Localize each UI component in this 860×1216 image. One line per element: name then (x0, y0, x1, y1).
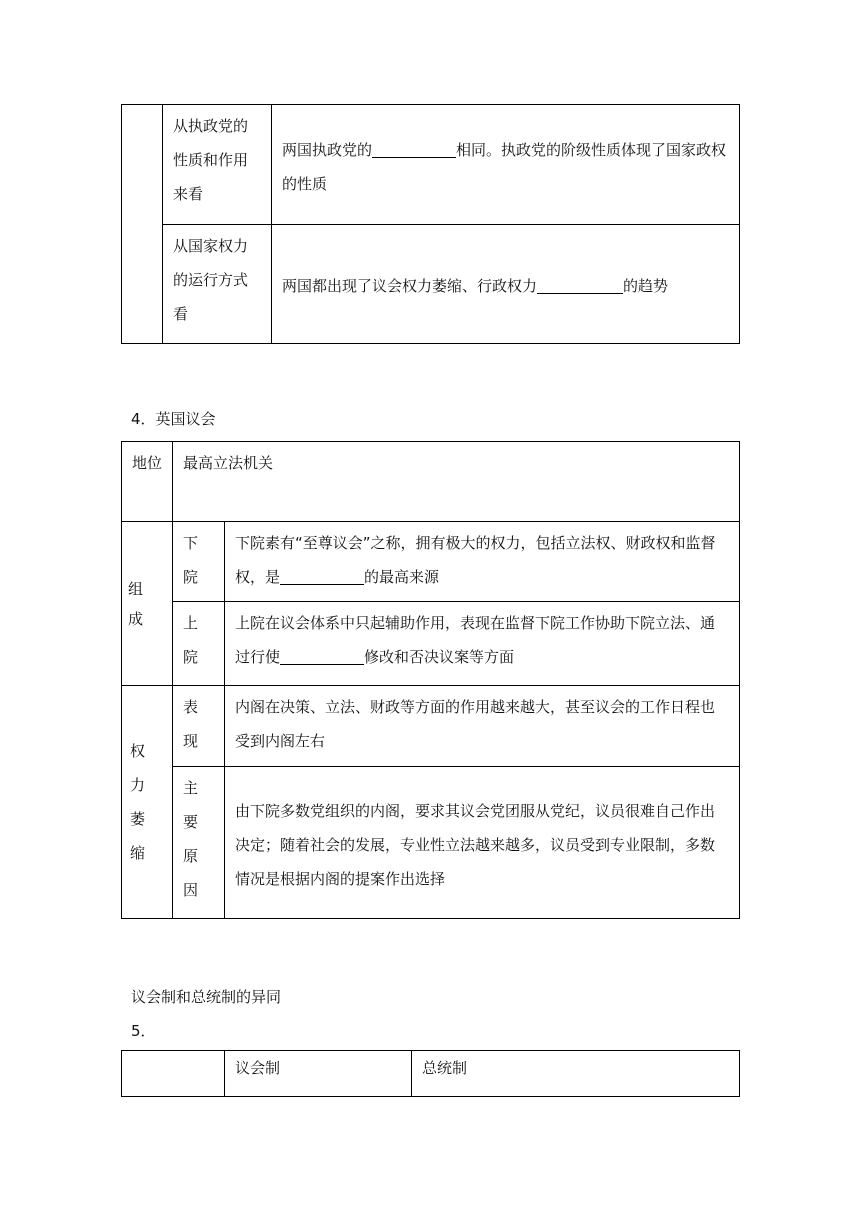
presidential-header: 总统制 (412, 1051, 740, 1097)
manifestation-text: 内阁在决策、立法、财政等方面的作用越来越大，甚至议会的工作日程也受到内阁左右 (225, 686, 740, 767)
section-5-title: 议会制和总统制的异同 (131, 988, 282, 1006)
section-5-number: 5． (131, 1022, 156, 1040)
upper-house-text: 上院在议会体系中只起辅助作用，表现在监督下院工作协助下院立法、通过行使 修改和否决议案等方面 (225, 602, 740, 686)
fill-blank (280, 644, 364, 665)
content-cell: 两国执政党的 相同。执政党的阶级性质体现了国家政权的性质 (272, 105, 740, 225)
fill-blank (537, 273, 623, 294)
merged-empty-cell (122, 105, 163, 344)
aspect-cell: 从执政党的性质和作用来看 (163, 105, 272, 225)
position-text: 最高立法机关 (173, 442, 740, 522)
parliamentary-header: 议会制 (225, 1051, 412, 1097)
lower-house-text: 下院素有“至尊议会”之称，拥有极大的权力，包括立法权、财政权和监督权，是 的最高来源 (225, 522, 740, 602)
fill-blank (372, 137, 456, 158)
lower-house-label: 下院 (173, 522, 225, 602)
empty-header-cell (122, 1051, 225, 1097)
section-4-heading: 4．英国议会 (131, 410, 216, 428)
position-label: 地位 (122, 442, 173, 522)
upper-house-label: 上院 (173, 602, 225, 686)
composition-label: 组成 (122, 522, 173, 686)
system-comparison-table (121, 1050, 740, 1097)
power-shrink-label: 权力萎缩 (122, 686, 173, 919)
aspect-cell: 从国家权力的运行方式看 (163, 225, 272, 344)
manifestation-label: 表现 (173, 686, 225, 767)
party-comparison-table (121, 104, 740, 344)
main-reason-label: 主要原因 (173, 767, 225, 919)
content-cell: 两国都出现了议会权力萎缩、行政权力 的趋势 (272, 225, 740, 344)
main-reason-text: 由下院多数党组织的内阁，要求其议会党团服从党纪，议员很难自己作出决定；随着社会的发展，专业性立法越来越多，议员受到专业限制，多数情况是根据内阁的提案作出选择 (225, 767, 740, 919)
british-parliament-table (121, 441, 740, 919)
fill-blank (280, 564, 364, 585)
